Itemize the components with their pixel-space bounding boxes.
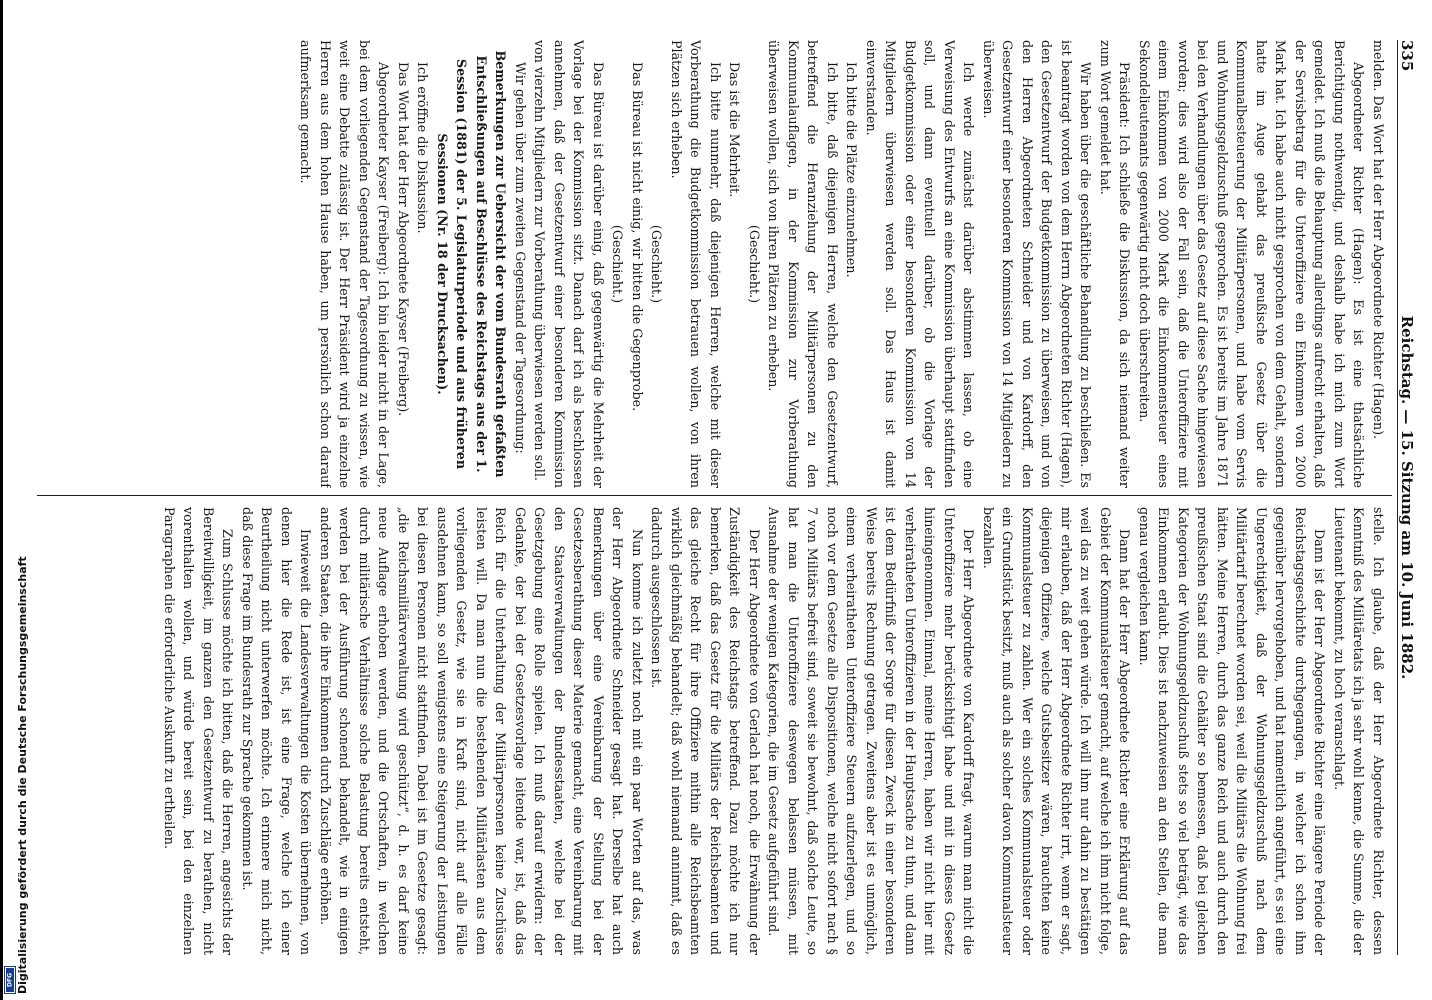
paragraph: Ich werde zunächst darüber abstimmen lassen, ob eine Verweisung des Entwurfs an eine Kommission überhaupt stattfinden soll, und dann eventuell darüber, ob die Vorlage der Budgetkommission oder einer besonderen Kommission von 14 Mitgliedern überwiesen werden soll. Das Haus ist damit einverstanden. xyxy=(864,40,977,488)
paragraph: melden. Das Wort hat der Herr Abgeordnete Richter (Hagen). xyxy=(1371,40,1386,440)
header-rule xyxy=(1397,40,1398,955)
paragraph: Der Herr Abgeordnete von Gerlach hat noch, die Erwähnung der Zuständigkeit des Reichstags betreffend. Dazu möchte ich nur bemerken, daß das Gesetz für die Militärs der Reichsbeamten und das gleiche Recht für ihre Offiziere mithin alle Reichsbeamten wirklich gleichmäßig behandelt; daß wohl niemand annimmt, daß es dadurch ausgeschlossen ist. xyxy=(649,507,762,955)
left-column xyxy=(38,40,1388,488)
paragraph: Wir haben über die geschäftliche Behandlung zu beschließen. Es ist beantragt worden von dem Herrn Abgeordneten Richter (Hagen), den Gesetzentwurf der Budgetkommission zu überweisen, und von den Herren Abgeordneten Schneider und von Kardorff, den Gesetzentwurf einer besonderen Kommission von 14 Mitgliedern zu überweisen. xyxy=(981,40,1094,488)
paragraph: Das Büreau ist darüber einig, daß gegenwärtig die Mehrheit der Vorlage bei der Kommission sitzt. Danach darf ich als beschlossen annehmen, daß der Gesetzentwurf einer besonderen Kommission von vierzehn Mitgliedern zur Vorberathung überwiesen werden soll. xyxy=(532,40,606,488)
paragraph: Der Herr Abgeordnete von Kardorff fragt, warum man nicht die Unteroffiziere mehr berücksichtigt habe und mit in dieses Gesetz hineingenommen. Einmal, meine Herren, haben wir nicht hier mit verheiratheten Unteroffizieren in der Hauptsache zu thun, und dann ist dem Bedürfniß der Sorge für diesen Zweck in einer besonderen Weise bereits Rechnung getragen. Zweitens aber ist es unmöglich, einem verheiratheten Unteroffiziere Steuern aufzuerlegen, und so noch vor dem Gesetze alle Dispositionen, welche nicht sofort nach § 7 von Militärs befreit sind, soweit sie bewohnt, daß solche Leute, so hat man die Unteroffiziere deswegen belassen müssen, mit Ausnahme der wenigen Kategorien, die im Gesetz aufgeführt sind. xyxy=(766,507,977,955)
right-column xyxy=(38,507,1388,955)
running-head: Reichstag. — 15. Sitzung am 10. Juni 1882. xyxy=(1398,315,1416,680)
paragraph: Inwieweit die Landesverwaltungen die Kosten übernehmen, von denen hier die Rede ist, ist eine Frage, welche ich einer Beurtheilung nicht unterwerfen möchte. Ich erinnere mich nicht, daß diese Frage im Bundesrath zur Sprache gekommen ist. xyxy=(240,507,314,955)
paragraph: Präsident: Ich schließe die Diskussion, da sich niemand weiter zum Wort gemeldet hat. xyxy=(1098,40,1133,488)
paragraph: Abgeordneter Kayser (Freiberg): Ich bin leider nicht in der Lage, bei dem vorliegenden Gegenstand der Tagesordnung zu wissen, wie weit eine Debatte zulässig ist. Der Herr Präsident wird ja einzelne Herren aus dem hohen Hause haben, um persönlich schon darauf aufmerksam gemacht. xyxy=(298,40,392,488)
page-header xyxy=(1398,40,1424,955)
column-divider xyxy=(37,495,1392,496)
svg-text:DFG: DFG xyxy=(6,972,14,988)
paragraph: Abgeordneter Richter (Hagen): Es ist eine thatsächliche Berichtigung nothwendig, und deshalb habe ich mich zum Wort gemeldet. Ich muß die Behauptung allerdings aufrecht erhalten, daß der Servisbetrag für die Unteroffiziere ein Einkommen von 2000 Mark hat. Ich habe auch nicht gesprochen von dem Gehalt, sondern hatte im Auge gehabt das preußische Gesetz über die Kommunalbesteuerung der Militärpersonen, und habe vom Servis und Wohnungsgeldzuschuß gesprochen. Es ist bereits im Jahre 1871 bei den Verhandlungen über das Gesetz auf diese Sache hingewiesen worden; dies wird also der Fall sein, daß die Unteroffiziere mit einem Einkommen von 2000 Mark die Einkommensteuer eines Sekondelieutenants gegenwärtig nicht doch überschreiten. xyxy=(1137,40,1367,488)
paragraph: Ich bitte, daß diejenigen Herren, welche den Gesetzentwurf, betreffend die Heranziehung der Militärpersonen zu den Kommunalauflagen, in der Kommission zur Vorberathung überweisen wollen, sich von ihren Plätzen zu erheben. xyxy=(766,40,840,488)
paragraph: Nun komme ich zuletzt noch mit ein paar Worten auf das, was der Herr Abgeordnete Schneider gesagt hat. Derselbe hat auch Bemerkungen über eine Vereinbarung der Stellung bei der Gesetzesberathung dieser Materie gemacht, eine Vereinbarung mit den Staatsverwaltungen der Bundesstaaten, welche bei der Gesetzgebung eine Rolle spielen. Ich muß darauf erwidern: der Gedanke, der bei der Gesetzesvorlage leitende war, ist, daß das Reich für die Unterhaltung der Militärpersonen keine Zuschüsse leisten will. Da man nun die bestehenden Militärlasten aus dem vorliegenden Gesetz, wie sie in Kraft sind, nicht auf alle Fälle ausdehnen kann, so soll wenigstens eine Steigerung der Leistungen bei diesen Personen nicht stattfinden. Dabei ist im Gesetze gesagt: „die Reichsmilitärverwaltung wird geschützt“, d. h. es darf keine neue Auflage erhoben werden, und die Ortschaften, in welchen durch militärische Verhältnisse solche Belastung bereits entsteht, werden bei der Ausführung schonend behandelt, wie in einigen anderen Staaten, die ihre Einkommen durch Zuschläge erhöhen. xyxy=(318,507,645,955)
paragraph: stelle. Ich glaube, daß der Herr Abgeordnete Richter, dessen Kenntniß des Militäretats ich ja sehr wohl kenne, die Summe, die der Lieutenant bekommt, zu hoch veranschlagt. xyxy=(1332,507,1386,955)
stage-direction: (Geschieht.) xyxy=(747,224,762,304)
paragraph: Ich bitte nunmehr, daß diejenigen Herren, welche mit dieser Vorberathung die Budgetkommission betrauen wollen, von ihren Plätzen sich erheben. xyxy=(669,40,723,488)
paragraph: Zum Schlusse möchte ich bitten, daß die Herren, angesichts der Bereitwilligkeit, im ganzen den Gesetzentwurf zu berathen, nicht vorenthalten wollen, und würde bereit sein, bei den einzelnen Paragraphen die erforderliche Auskunft zu ertheilen. xyxy=(162,507,236,955)
stage-direction: (Geschieht.) xyxy=(649,224,665,304)
agenda-heading: Bemerkungen zur Uebersicht der vom Bundesrath gefaßten Entschließungen auf Beschlüsse des Reichstags aus der 1. Session (1881) der 5. Legislaturperiode und aus früheren Sessionen (Nr. 18 der Drucksachen). xyxy=(435,50,509,478)
page-number: 335 xyxy=(1398,40,1416,72)
paragraph: Dann ist der Herr Abgeordnete Richter eine längere Periode der Reichstagsgeschichte durchgegangen, in welcher ich schon ihm gegenüber hervorgehoben, und hat namentlich angeführt, es sei eine Ungerechtigkeit, daß der Wohnungsgeldzuschuß nach dem Militärtarif berechnet worden sei, weil die Militärs die Wohnung frei hätten. Meine Herren, durch das ganze Reich und auch durch den preußischen Staat sind die Gehälter so bemessen, daß bei gleichen Kategorien der Wohnungsgeldzuschuß stets so viel beträgt, wie das Einkommen erlaubt. Dies ist nachzuweisen an den Stellen, die man genau vergleichen kann. xyxy=(1137,507,1328,955)
paragraph: Wir gehen über zum zweiten Gegenstand der Tagesordnung: xyxy=(513,62,528,454)
paragraph: Das Wort hat der Herr Abgeordnete Kayser (Freiberg). xyxy=(396,62,411,417)
paragraph: Das Büreau ist nicht einig, wir bitten die Gegenprobe. xyxy=(630,62,645,412)
paragraph: Ich eröffne die Diskussion. xyxy=(415,62,431,234)
paragraph: Das ist die Mehrheit. xyxy=(727,62,743,198)
paragraph: Ich bitte die Plätze einzunehmen. xyxy=(844,62,860,278)
stage-direction: (Geschieht.) xyxy=(610,224,626,304)
paragraph: Dann hat der Herr Abgeordnete Richter eine Erklärung auf das Gebiet der Kommunalsteuer gemacht, auf welche ich ihm nicht folge, weil das zu weit gehen würde. Ich will ihm nur dahin zu bestätigen mir erlauben, daß der Herr Abgeordnete Richter irrt, wenn er sagt, diejenigen Offiziere, welche Gutsbesitzer wären, brauchten keine Kommunalsteuer zu zahlen. Wer ein solches Kommunalsteuer oder ein Grundstück besitzt, muß auch als solcher davon Kommunalsteuer bezahlen. xyxy=(981,507,1133,955)
dfg-credit-text: Digitalisierung gefördert durch die Deutsche Forschungsgemeinschaft xyxy=(16,556,29,994)
